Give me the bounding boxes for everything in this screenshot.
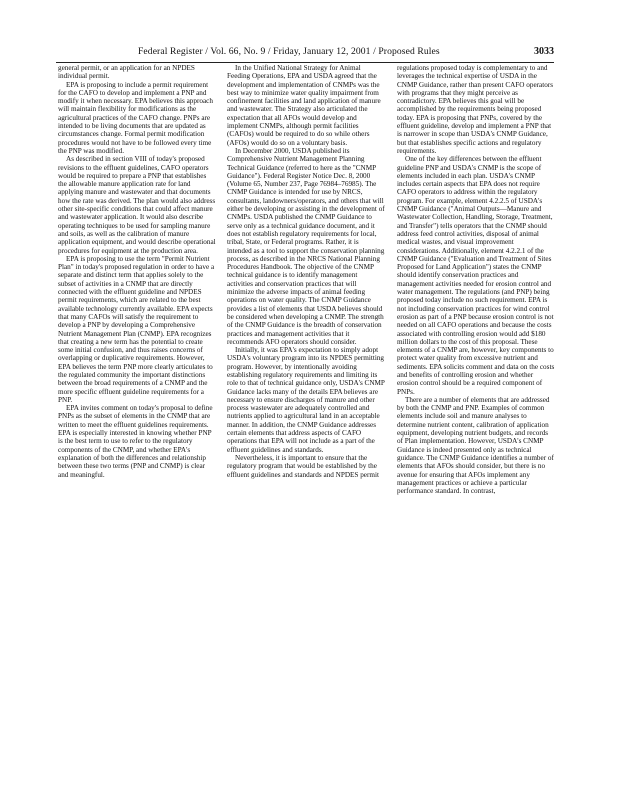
paragraph: As described in section VIII of today's proposed revisions to the effluent guidelines, CAFO operators would be required to prepare a PNP that establishes the allowable manure application rate for land applying manure and wastewater and that documents how the rate was derived. The plan would also address other site-specific conditions that could affect manure and wastewater application. It would also describe operating techniques to be used for sampling manure and soils, as well as the calibration of manure application equipment, and would describe operational procedures for equipment at the production area. [58, 155, 216, 255]
header-rule [56, 62, 554, 63]
page-number: 3033 [534, 46, 554, 57]
text-column-3 [397, 64, 555, 770]
paragraph: regulations proposed today is complementary to and leverages the technical expertise of USDA in the CNMP Guidance, rather than present CAFO operators with programs that they might perceive as contradictory. EPA believes this goal will be accomplished by the requirements being proposed today. EPA is proposing that PNPs, covered by the effluent guideline, develop and implement a PNP that is narrower in scope than USDA's CNMP Guidance, but that establishes specific actions and regulatory requirements. [397, 64, 554, 155]
running-header [56, 46, 554, 60]
paragraph: There are a number of elements that are addressed by both the CNMP and PNP. Examples of common elements include soil and manure analyses to determine nutrient content, calibration of application equipment, developing nutrient budgets, and records of Plan implementation. However, USDA's CNMP Guidance is indeed presented only as technical guidance. The CNMP Guidance identifies a number of elements that AFOs should consider, but there is no avenue for ensuring that AFOs implement any management practices or achieve a particular performance standard. In contrast, [397, 395, 554, 496]
text-column-1 [58, 64, 216, 770]
header-citation: Federal Register / Vol. 66, No. 9 / Friday, January 12, 2001 / Proposed Rules [138, 46, 440, 57]
text-column-2 [227, 64, 385, 770]
paragraph: In December 2000, USDA published its Comprehensive Nutrient Management Planning Technical Guidance (referred to here as the "CNMP Guidance"). Federal Register Notice Dec. 8, 2000 (Volume 65, Number 237, Page 76984–76985). The CNMP Guidance is intended for use by NRCS, consultants, landowners/operators, and others that will either be developing or assisting in the development of CNMPs. USDA published the CNMP Guidance to serve only as a technical guidance document, and it does not establish regulatory requirements for local, tribal, State, or Federal programs. Rather, it is intended as a tool to support the conservation planning process, as described in the NRCS National Planning Procedures Handbook. The objective of the CNMP technical guidance is to identify management activities and conservation practices that will minimize the adverse impacts of animal feeding operations on water quality. The CNMP Guidance provides a list of elements that USDA believes should be considered when developing a CNMP. The strength of the CNMP Guidance is the breadth of conservation practices and management activities that it recommends AFO operators should consider. [227, 146, 385, 346]
paragraph: EPA invites comment on today's proposal to define PNPs as the subset of elements in the CNMP that are written to meet the effluent guidelines requirements. EPA is especially interested in knowing whether PNP is the best term to use to refer to the regulatory components of the CNMP, and whether EPA's explanation of both the differences and relationship between these two terms (PNP and CNMP) is clear and meaningful. [58, 404, 213, 479]
paragraph: Nevertheless, it is important to ensure that the regulatory program that would be established by the effluent guidelines and standards and NPDES permit [227, 453, 379, 479]
paragraph: Initially, it was EPA's expectation to simply adopt USDA's voluntary program into its NPDES permitting program. However, by intentionally avoiding establishing regulatory requirements and limiting its role to that of technical guidance only, USDA's CNMP Guidance lacks many of the details EPA believes are necessary to ensure discharges of manure and other process wastewater are adequately controlled and nutrients applied to agricultural land in an acceptable manner. In addition, the CNMP Guidance addresses certain elements that address aspects of CAFO operations that EPA will not include as a part of the effluent guidelines and standards. [227, 346, 385, 454]
paragraph: One of the key differences between the effluent guideline PNP and USDA's CNMP is the scope of elements included in each plan. USDA's CNMP includes certain aspects that EPA does not require CAFO operators to address within the regulatory program. For example, element 4.2.2.5 of USDA's CNMP Guidance ("Animal Outputs—Manure and Wastewater Collection, Handling, Storage, Treatment, and Transfer") tells operators that the CNMP should address feed control activities, disposal of animal medical wastes, and visual improvement considerations. Additionally, element 4.2.2.1 of the CNMP Guidance ("Evaluation and Treatment of Sites Proposed for Land Application") states the CNMP should identify conservation practices and management activities needed for erosion control and water management. The regulations (and PNP) being proposed today include no such requirement. EPA is not including conservation practices for wind control erosion as part of a PNP because erosion control is not needed on all CAFO operations and because the costs associated with controlling erosion would add $180 million dollars to the cost of this proposal. These elements of a CNMP are, however, key components to protect water quality from excessive nutrient and sediments. EPA solicits comment and data on the costs and benefits of controlling erosion and whether erosion control should be a required component of PNPs. [397, 155, 555, 396]
paragraph: In the Unified National Strategy for Animal Feeding Operations, EPA and USDA agreed that the development and implementation of CNMPs was the best way to minimize water quality impairment from confinement facilities and land application of manure and wastewater. The Strategy also articulated the expectation that all AFOs would develop and implement CNMPs, although permit facilities (CAFOs) would be required to do so while others (AFOs) would do so on a voluntary basis. [227, 64, 381, 147]
paragraph: EPA is proposing to use the term "Permit Nutrient Plan" in today's proposed regulation in order to have a separate and distinct term that applies solely to the subset of activities in a CNMP that are directly connected with the effluent guideline and NPDES permit requirements, which are related to the best available technology currently available. EPA expects that many CAFOs will satisfy the requirement to develop a PNP by developing a Comprehensive Nutrient Management Plan (CNMP). EPA recognizes that creating a new term has the potential to create some initial confusion, and thus raises concerns of overlapping or duplicative requirements. However, EPA believes the term PNP more clearly articulates to the regulated community the important distinctions between the broad requirements of a CNMP and the more specific effluent guideline requirements for a PNP. [58, 254, 215, 404]
paragraph: general permit, or an application for an NPDES individual permit. [58, 64, 195, 81]
paragraph: EPA is proposing to include a permit requirement for the CAFO to develop and implement a PNP and modify it when necessary. EPA believes this approach will maintain flexibility for modifications as the agricultural practices of the CAFO change. PNPs are intended to be living documents that are updated as circumstances change. Formal permit modification procedures would not have to be followed every time the PNP was modified. [58, 80, 213, 155]
